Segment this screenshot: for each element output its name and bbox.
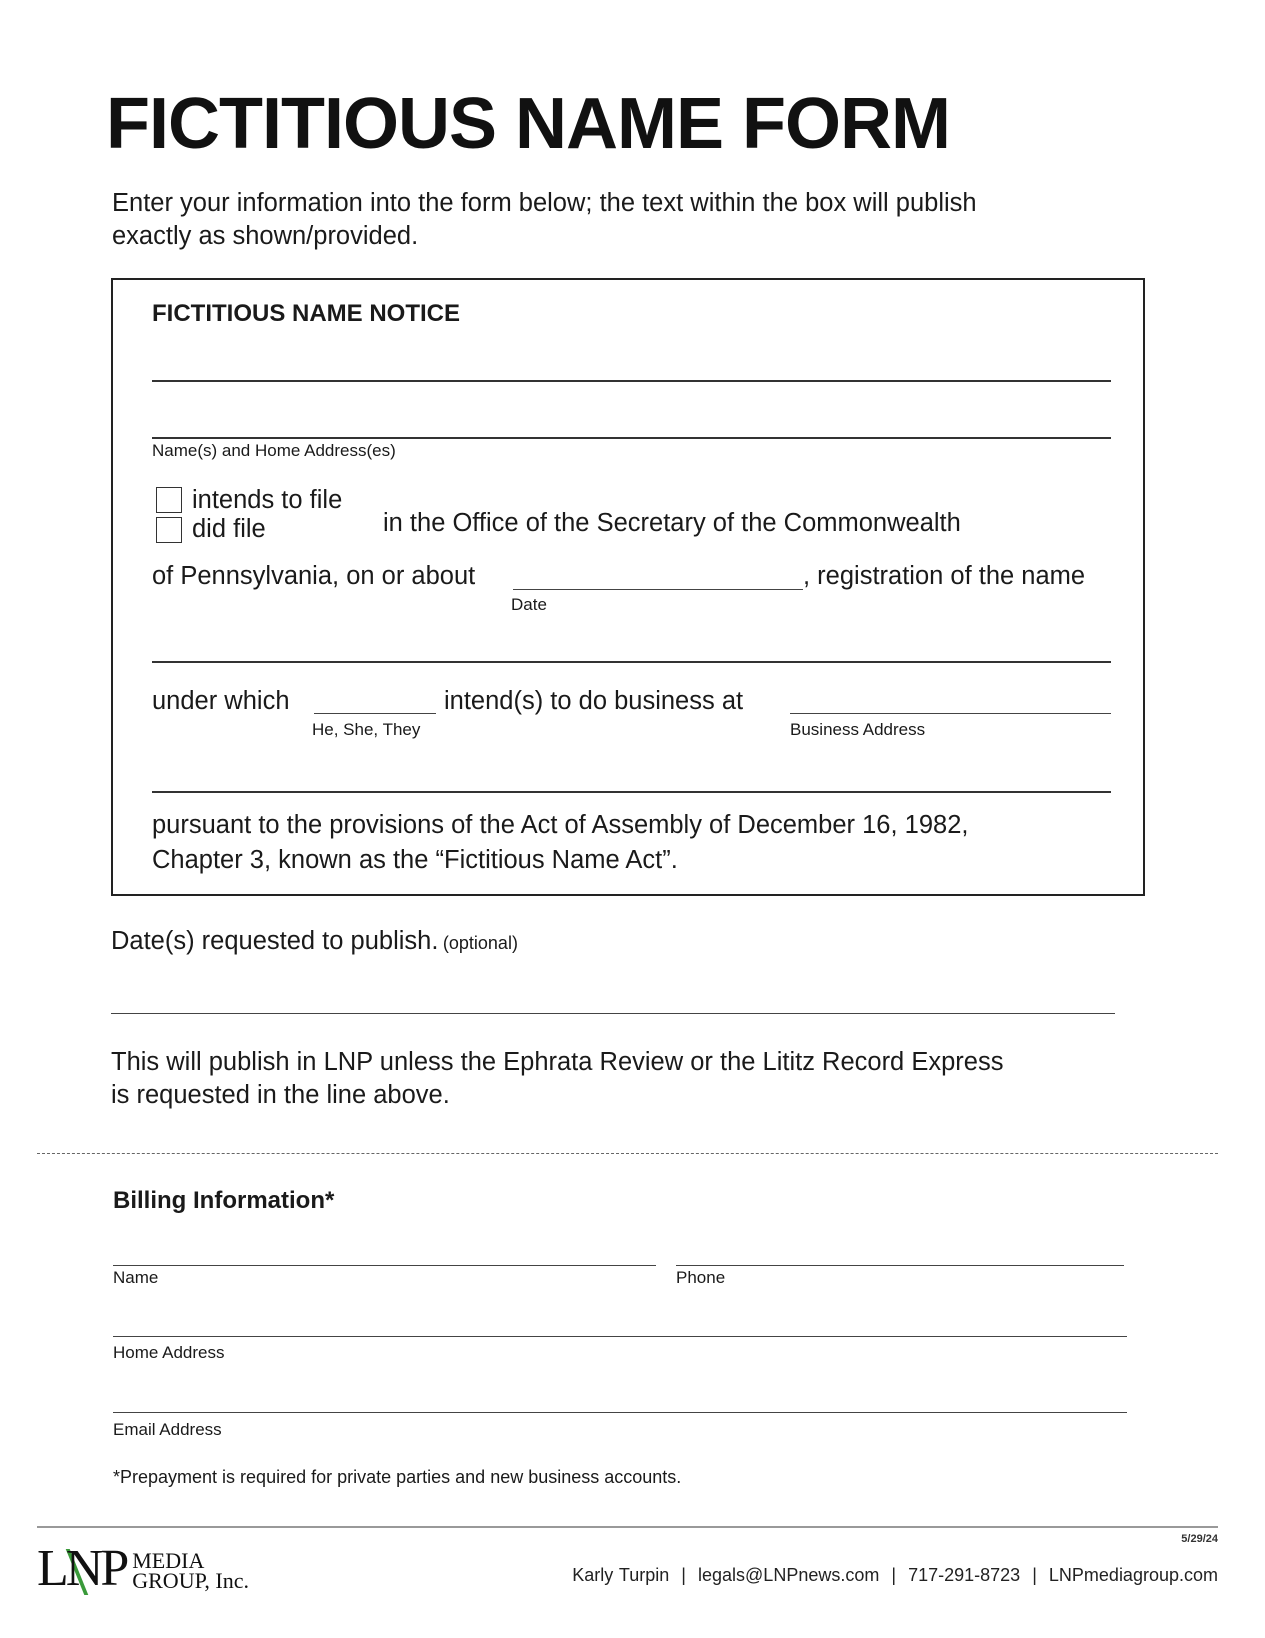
contact-email-link[interactable]: legals@LNPnews.com: [698, 1565, 880, 1585]
publish-label: [111, 929, 518, 955]
logo-line-1: MEDIA: [132, 1548, 205, 1573]
billing-name-line[interactable]: [113, 1265, 656, 1266]
intends-to-file-label: intends to file: [192, 486, 343, 514]
pa-text: of Pennsylvania, on or about: [152, 562, 476, 590]
contact-name: Karly Turpin: [572, 1565, 670, 1585]
did-file-label: did file: [192, 515, 266, 543]
lnp-logo: [37, 1540, 249, 1597]
intend-text: intend(s) to do business at: [444, 687, 744, 715]
intro-line-1: Enter your information into the form below; the text within the box will publish: [112, 189, 977, 217]
revision-date: 5/29/24: [1181, 1533, 1218, 1545]
names-line-2[interactable]: [152, 437, 1111, 439]
business-address-label: Business Address: [790, 720, 926, 739]
cut-line: [37, 1153, 1218, 1154]
logo-letters: LNP: [37, 1540, 127, 1597]
office-text: in the Office of the Secretary of the Commonwealth: [383, 509, 961, 537]
billing-name-label: Name: [113, 1268, 159, 1287]
date-label: Date: [511, 595, 547, 614]
page-title: FICTITIOUS NAME FORM: [106, 84, 950, 164]
billing-home-line[interactable]: [113, 1336, 1127, 1337]
pursuant-line-2: Chapter 3, known as the “Fictitious Name Act”.: [152, 846, 678, 874]
did-file-checkbox[interactable]: [156, 517, 182, 543]
registration-text: , registration of the name: [803, 562, 1086, 590]
separator: |: [681, 1565, 686, 1585]
contact-phone: 717-291-8723: [908, 1565, 1021, 1585]
pronoun-label: He, She, They: [312, 720, 421, 739]
business-address-line-2[interactable]: [152, 791, 1111, 793]
pursuant-line-1: pursuant to the provisions of the Act of Assembly of December 16, 1982,: [152, 811, 969, 839]
names-label: Name(s) and Home Address(es): [152, 441, 396, 460]
separator: |: [891, 1565, 897, 1585]
billing-home-label: Home Address: [113, 1343, 225, 1362]
notice-heading: FICTITIOUS NAME NOTICE: [152, 300, 460, 327]
intro-line-2: exactly as shown/provided.: [112, 222, 419, 250]
under-which-text: under which: [152, 687, 290, 715]
website-link[interactable]: LNPmediagroup.com: [1048, 1565, 1218, 1585]
publish-label-text: Date(s) requested to publish.: [111, 927, 439, 955]
publish-note-2: is requested in the line above.: [111, 1081, 450, 1109]
prepayment-note: *Prepayment is required for private parties and new business accounts.: [113, 1467, 682, 1487]
footer-rule: [37, 1526, 1218, 1528]
billing-email-line[interactable]: [113, 1412, 1127, 1413]
logo-line-2: GROUP, Inc.: [132, 1568, 249, 1593]
publish-note-1: This will publish in LNP unless the Ephrata Review or the Lititz Record Express: [111, 1048, 1004, 1076]
intends-to-file-checkbox[interactable]: [156, 487, 182, 513]
billing-email-label: Email Address: [113, 1420, 222, 1439]
fictitious-name-line[interactable]: [152, 661, 1111, 663]
billing-heading: Billing Information*: [113, 1187, 335, 1214]
separator: |: [1032, 1565, 1037, 1585]
business-address-line[interactable]: [790, 713, 1111, 714]
billing-phone-line[interactable]: [676, 1265, 1124, 1266]
publish-dates-line[interactable]: [111, 1013, 1115, 1014]
billing-phone-label: Phone: [676, 1268, 726, 1287]
optional-text: (optional): [442, 933, 518, 953]
date-line[interactable]: [513, 589, 803, 590]
pronoun-line[interactable]: [314, 713, 436, 714]
footer-contact: [572, 1566, 1218, 1584]
names-line-1[interactable]: [152, 380, 1111, 382]
